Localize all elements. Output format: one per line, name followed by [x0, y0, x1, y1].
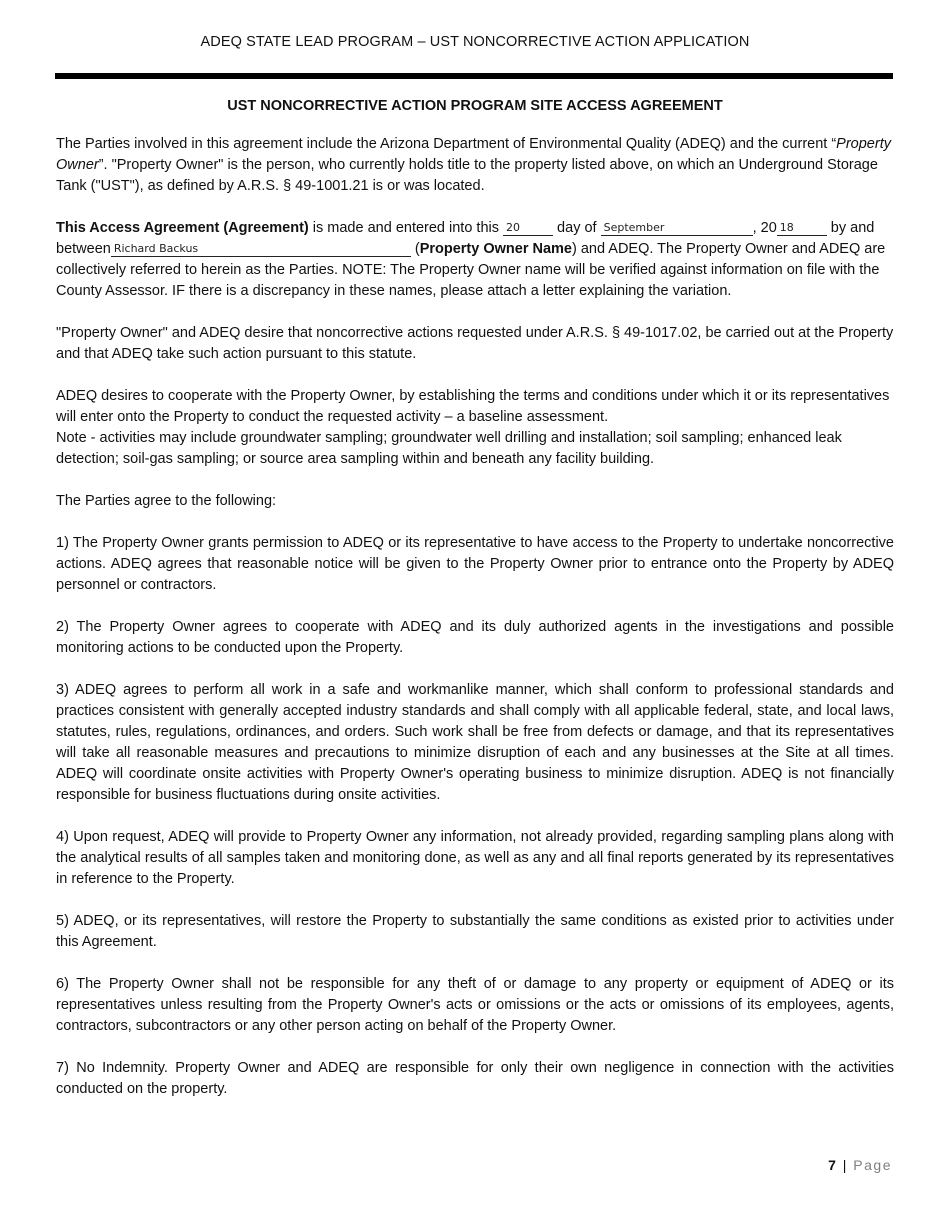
property-owner-name-label: Property Owner Name	[419, 241, 572, 257]
clause-3: 3) ADEQ agrees to perform all work in a safe and workmanlike manner, which shall conform to professional standards and practices consistent with generally accepted industry standards and shall comply with all applicable federal, state, and local laws, statutes, rules, regulations, ordinances, and orders. Such work shall be free from defects or damage, and that its representatives will take all reasonable measures and precautions to minimize disruption of each and any businesses at the Site at all times. ADEQ will coordinate onsite activities with Property Owner's operating business to minimize disruption. ADEQ is not financially responsible for business fluctuations during onsite activities.	[56, 682, 894, 803]
intro-paragraph	[56, 134, 894, 197]
clause-5: 5) ADEQ, or its representatives, will restore the Property to substantially the same conditions as existed prior to activities under this Agreement.	[56, 913, 894, 950]
clause-4: 4) Upon request, ADEQ will provide to Property Owner any information, not already provided, regarding sampling plans along with the analytical results of all samples taken and monitoring done, as well as any and all final reports generated by its representatives in reference to the Property.	[56, 829, 894, 887]
clause-6: 6) The Property Owner shall not be responsible for any theft of or damage to any property or equipment of ADEQ or its representatives unless resulting from the Property Owner's acts or omissions or the acts or omissions of its employees, agents, contractors, subcontractors or any other person acting on behalf of the Property Owner.	[56, 976, 894, 1034]
agreement-text-day-of: day of	[553, 220, 601, 236]
agreement-text-year: , 20	[752, 220, 777, 236]
desire-paragraph: "Property Owner" and ADEQ desire that noncorrective actions requested under A.R.S. § 49-1017.02, be carried out at the Property and that ADEQ take such action pursuant to this statute.	[56, 325, 894, 362]
property-owner-name-field[interactable]: Richard Backus	[111, 242, 411, 257]
agreement-text-rest: ) and ADEQ. The Property Owner and ADEQ are collectively referred to herein as the Parties. NOTE: The Property Owner name will be verified against information on file with the County Assessor. IF there is a discrepancy in these names, please attach a letter explaining the variation.	[56, 241, 886, 299]
agreement-lead: This Access Agreement (Agreement)	[56, 220, 309, 236]
clause-7: 7) No Indemnity. Property Owner and ADEQ are responsible for only their own negligence in connection with the activities conducted on the property.	[56, 1060, 894, 1097]
note-paragraph: Note - activities may include groundwater sampling; groundwater well drilling and installation; soil sampling; enhanced leak detection; soil-gas sampling; or source area sampling within and beneath any facility building.	[56, 430, 842, 467]
agreement-open-paren: (	[410, 241, 420, 257]
day-field[interactable]: 20	[503, 221, 553, 236]
page-number: 7	[828, 1157, 838, 1173]
clause-2: 2) The Property Owner agrees to cooperate with ADEQ and its duly authorized agents in the investigations and possible monitoring actions to be conducted upon the Property.	[56, 619, 894, 656]
intro-text-2: ”. "Property Owner" is the person, who currently holds title to the property listed above, on which an Underground Storage Tank ("UST"), as defined by A.R.S. § 49-1001.21 is or was located.	[56, 157, 878, 194]
header-divider	[55, 73, 893, 79]
intro-property-owner: Property Owner	[56, 136, 891, 173]
year-field[interactable]: 18	[777, 221, 827, 236]
cooperate-paragraph: ADEQ desires to cooperate with the Property Owner, by establishing the terms and conditions under which it or its representatives will enter onto the Property to conduct the requested activity – a baseline assessment.	[56, 388, 890, 425]
page-separator: |	[837, 1157, 854, 1173]
page-label: Page	[853, 1157, 892, 1173]
document-title: UST NONCORRECTIVE ACTION PROGRAM SITE ACCESS AGREEMENT	[227, 98, 723, 114]
agreement-text-made: is made and entered into this	[308, 220, 504, 236]
parties-agree-paragraph: The Parties agree to the following:	[56, 493, 277, 509]
intro-text-1: The Parties involved in this agreement include the Arizona Department of Environmental Quality (ADEQ) and the current “	[56, 136, 837, 152]
document-body	[56, 96, 894, 1121]
month-field[interactable]: September	[601, 221, 753, 236]
agreement-text-by: by and between	[56, 220, 875, 257]
agreement-paragraph	[56, 218, 894, 302]
page-footer	[828, 1157, 892, 1173]
clause-1: 1) The Property Owner grants permission to ADEQ or its representative to have access to the Property to undertake noncorrective actions. ADEQ agrees that reasonable notice will be given to the Property Owner prior to entrance onto the Property by ADEQ personnel or contractors.	[56, 535, 894, 593]
page-header: ADEQ STATE LEAD PROGRAM – UST NONCORRECTIVE ACTION APPLICATION	[200, 34, 750, 50]
